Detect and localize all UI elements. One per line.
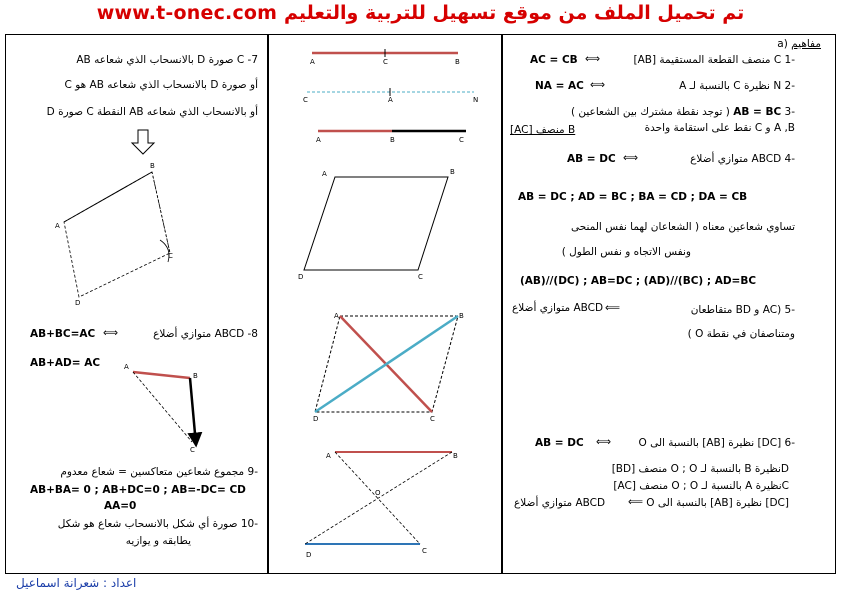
item-num: -4 — [784, 153, 795, 165]
left-item-9-eq: AB+BA= 0 ; AB+DC=0 ; AB=-DC= CD — [30, 484, 246, 496]
label-B5: B — [459, 312, 464, 320]
item-num: -2 — [784, 80, 795, 92]
right-eqs-1: AB = DC ; AD = BC ; BA = CD ; DA = CB — [518, 191, 748, 203]
label-A4: A — [322, 170, 327, 178]
right-item-2-eq: NA = AC — [535, 80, 584, 92]
right-item-6-l3: [DC] نظيرة [AB] بالنسبة الى O — [646, 497, 789, 509]
item-text: (AC و BD متقاطعان — [690, 304, 782, 316]
figure-segment-acb — [310, 49, 460, 66]
label-B4: B — [450, 168, 455, 176]
arrow-1: ⟺ — [585, 53, 601, 65]
figure-vector-sum — [124, 363, 198, 454]
right-item-4-eq: AB = DC — [567, 153, 616, 165]
label-C6: C — [422, 547, 427, 555]
arrow-4: ⟺ — [623, 152, 639, 164]
label-D6: D — [306, 551, 312, 559]
label-B7: B — [150, 162, 155, 170]
label-A2: A — [388, 96, 393, 104]
item-text: N نظيرة C بالنسبة لـ A — [679, 80, 782, 92]
figure-diagonals — [313, 312, 464, 423]
item-num: -1 — [784, 54, 795, 66]
left-item-7-l2: أو صورة D بالانسحاب الذي شعاعه AB هو C — [64, 79, 258, 91]
label-C7: C — [168, 252, 173, 260]
arrow-2: ⟺ — [590, 79, 606, 91]
label-D5: D — [313, 415, 319, 423]
label-C5: C — [430, 415, 435, 423]
label-C: C — [383, 58, 388, 66]
label-A3: A — [316, 136, 321, 144]
item-num: -6 — [784, 437, 795, 449]
right-item-5b: ABCD متوازي أضلاع — [512, 302, 604, 314]
left-item-8-eq: AB+BC=AC — [30, 328, 96, 340]
arrow-8: ⟺ — [103, 327, 119, 339]
right-text-1: تساوي شعاعين معناه ( الشعاعان لهما نفس المنحى — [570, 221, 795, 233]
label-B: B — [455, 58, 460, 66]
label-C4: C — [418, 273, 423, 281]
label-A7: A — [55, 222, 60, 230]
right-item-1-eq: AC = CB — [530, 54, 578, 66]
label-A5: A — [334, 312, 339, 320]
section-letter: (a — [777, 38, 788, 50]
left-item-7-l1: C -7 صورة D بالانسحاب الذي شعاعه AB — [76, 54, 258, 66]
header-arabic: تم تحميل الملف من موقع تسهيل للتربية والتعليم — [284, 2, 745, 24]
right-item-6-l1: Dنظيرة B بالنسبة لـ O ; O منصف [BD] — [611, 463, 789, 475]
label-D4: D — [298, 273, 304, 281]
left-item-9-title: -9 مجموع شعاعين متعاكسين = شعاع معدوم — [60, 466, 258, 478]
item-num: -5 — [784, 304, 795, 316]
label-A: A — [310, 58, 315, 66]
down-arrow-icon — [132, 130, 154, 154]
left-item-10-l1: -10 صورة أي شكل بالانسحاب شعاع هو شكل — [57, 518, 258, 530]
right-item-6-eq: AB = DC — [535, 437, 584, 449]
item-eq: AB = BC — [733, 106, 782, 118]
label-D7: D — [75, 299, 81, 307]
item-text2: A ,B و C نقط على استقامة واحدة — [644, 122, 795, 134]
figure-segment-can — [303, 88, 478, 104]
header-url[interactable]: www.t-onec.com — [96, 2, 278, 24]
item-text3: B منصف [AC] — [510, 124, 576, 136]
left-item-8-eq2: AB+AD= AC — [30, 357, 101, 369]
label-C2: C — [303, 96, 308, 104]
section-title: مفاهيم — [791, 38, 821, 50]
item-text: ( توجد نقطة مشترك بين الشعاعين ) — [570, 106, 730, 118]
label-B8: B — [193, 372, 198, 380]
figure-parallelogram — [298, 168, 455, 281]
left-item-7-l3: أو بالانسحاب الذي شعاعه AB النقطة C صورة D — [46, 106, 258, 118]
figure-symmetry — [305, 452, 458, 559]
right-item-5c: ومتناصفان في نقطة O ) — [687, 328, 795, 340]
label-A8: A — [124, 363, 129, 371]
right-eqs-2: (AB)//(DC) ; AB=DC ; (AD)//(BC) ; AD=BC — [520, 275, 757, 287]
label-C3: C — [459, 136, 464, 144]
item-text: [DC] نظيرة [AB] بالنسبة الى O — [638, 437, 782, 449]
arrow-6b: ⟸ — [628, 496, 644, 508]
left-item-8: ABCD -8 متوازي أضلاع — [153, 328, 258, 340]
left-item-10-l2: يطابقه و يوازيه — [125, 535, 191, 547]
label-O6: O — [375, 489, 381, 497]
left-item-9-eq2: AA=0 — [104, 500, 137, 512]
item-text: ABCD متوازي أضلاع — [690, 153, 782, 165]
right-item-6-l2: Cنظيرة A بالنسبة لـ O ; O منصف [AC] — [613, 480, 789, 492]
label-N: N — [473, 96, 479, 104]
label-A6: A — [326, 452, 331, 460]
label-B3: B — [390, 136, 395, 144]
item-num: -3 — [784, 106, 795, 118]
right-text-2: ونفس الاتجاه و نفس الطول ) — [561, 246, 691, 258]
arrow-6: ⟺ — [596, 436, 612, 448]
right-item-6-l3b: ABCD متوازي أضلاع — [514, 497, 606, 509]
item-text: C منصف القطعة المستقيمة [AB] — [633, 54, 782, 66]
figure-segment-abc — [316, 131, 466, 144]
arrow-5: ⟸ — [605, 302, 621, 314]
label-B6: B — [453, 452, 458, 460]
figure-translation — [55, 162, 173, 307]
author-footer: اعداد : شعرانة اسماعيل — [16, 576, 137, 590]
label-C8: C — [190, 446, 195, 454]
